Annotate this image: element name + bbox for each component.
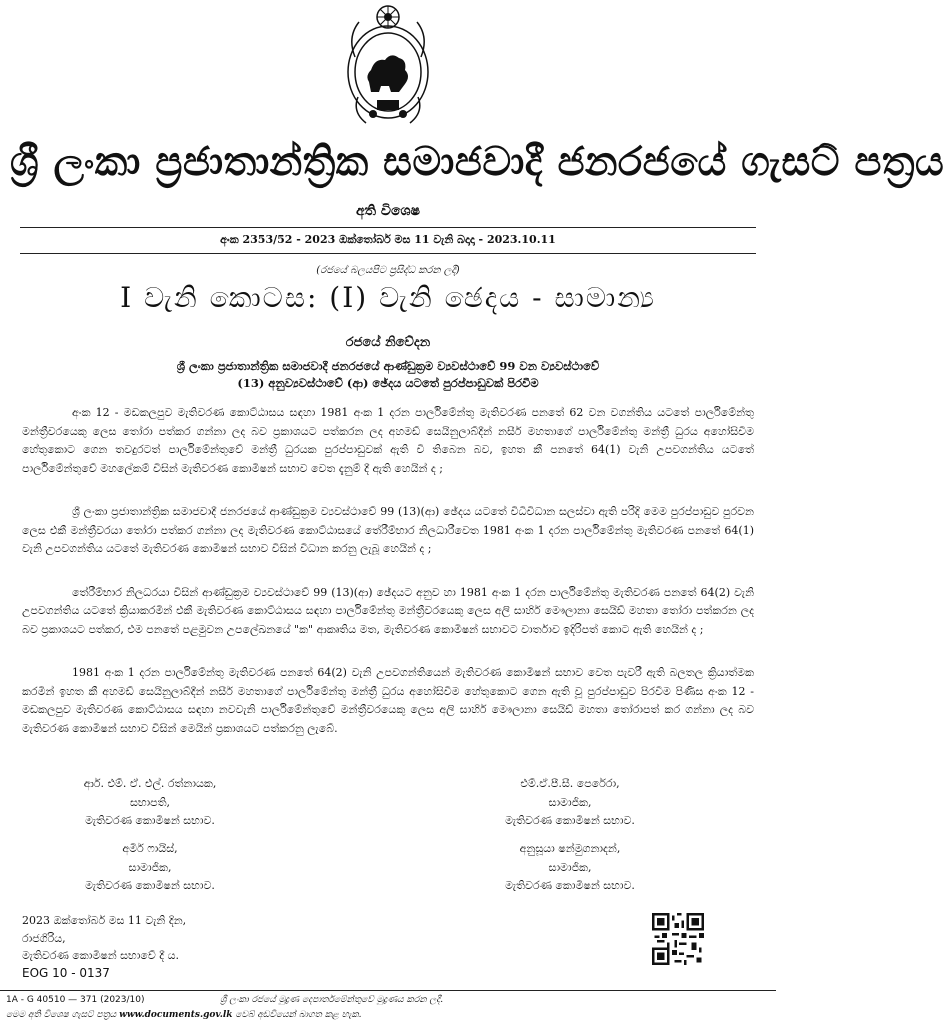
part-heading: I වැනි කොටස: (I) වැනි ඡෙදය - සාමාන්‍ය: [120, 281, 656, 314]
body-paragraph: අංක 12 - මඩකලපුව මැතිවරණ කොට්ඨාසය සඳහා 1981 අංක 1 දරන පාර්ලිමේන්තු මැතිවරණ පනතේ 62 වන වගන්තිය යටතේ පාර්ලිමේන්තු මන්ත්‍රීවරයෙකු ලෙස තෝරා පත්කර ගන්නා ලද බව ප්‍රකාශයට පත්කරන ලද අහමඩ් සෙයිනුලාබ්දීන් නසීර් මහතාගේ පාර්ලිමේන්තු මන්ත්‍රී ධුරය අහෝසිවීම හේතුකොට ගෙන තවදුරටත් පාර්ලිමේන්තුවේ මන්ත්‍රී ධුරයක පුරප්පාඩුවක් ඇති වී තිබෙන බව, ඉහත කී පනතේ 64(1) වැනි උපවගන්තිය යටතේ පාර්ලිමේන්තුවේ මහලේකම් විසින් මැතිවරණ කොමිෂන් සභාව වෙත දැනුම් දී ඇති හෙයින් ද ;: [22, 406, 754, 475]
national-emblem-icon: [333, 2, 443, 130]
signatory-body: මැතිවරණ කොමිෂන් සභාව.: [85, 814, 215, 827]
notice-subtitle-line: (13) අනුව්‍යවස්ථාවේ (ආ) ඡේදය යටතේ පුරප්පාඩුවක් පිරවීම: [237, 376, 539, 390]
date-line: 2023 ඔක්තෝබර් මස 11 වැනි දින,: [22, 914, 187, 927]
body-paragraph: තේරීම්භාර නිලධරයා විසින් ආණ්ඩුක්‍රම ව්‍යවස්ථාවේ 99 (13)(ආ) ඡේදයට අනුව හා 1981 අංක 1 දරන පාර්ලිමේන්තු මැතිවරණ පනතේ 64(2) වැනි උපවගන්තිය යටතේ ක්‍රියාකරමින් එකී මැතිවරණ කොට්ඨාසය සඳහා පාර්ලිමේන්තු මන්ත්‍රීවරයෙකු ලෙස අලි සාහිර් මෞලානා සෙයිඩ් මහතා තෝරා පත්කරන ලද බව ප්‍රකාශයට පත්කර, එම පනතේ පළමුවන උපලේඛනයේ "ක" ආකෘතිය මත, මැතිවරණ කොමිෂන් සභාවට වාර්තාව ඉදිරිපත් කොට ඇති හෙයින් ද ;: [22, 585, 754, 636]
signatory-body: මැතිවරණ කොමිෂන් සභාව.: [505, 879, 635, 892]
place-line: රාජගිරිය,: [22, 931, 66, 945]
reference-code: EOG 10 - 0137: [22, 966, 110, 980]
signatory-body: මැතිවරණ කොමිෂන් සභාව.: [85, 879, 215, 892]
signatory-name: අමීර් ෆායිස්,: [122, 842, 178, 855]
printer-line: ශ්‍රී ලංකා රජයේ මුද්‍රණ දෙපාර්තමේන්තුවේ මුද්‍රණය කරන ලදී.: [220, 995, 444, 1005]
gazette-title: ශ්‍රී ලංකා ප්‍රජාතාන්ත්‍රික සමාජවාදී ජනරජයේ ගැසට් පත්‍රය: [10, 138, 944, 185]
signatory-role: සාමාජික,: [548, 860, 592, 874]
notice-title: රජයේ නිවේදන: [345, 335, 431, 350]
notice-body: [22, 404, 754, 763]
authority-line: (රජයේ බලයපිට ප්‍රසිද්ධ කරන ලදී): [316, 265, 460, 276]
footer-divider: [0, 990, 776, 991]
office-line: මැතිවරණ කොමිෂන් සභාවේ දී ය.: [22, 949, 180, 962]
website-link[interactable]: www.documents.gov.lk: [119, 1010, 233, 1020]
body-paragraph: ශ්‍රී ලංකා ප්‍රජාතාන්ත්‍රික සමාජවාදී ජනරජයේ ආණ්ඩුක්‍රම ව්‍යවස්ථාවේ 99 (13)(ආ) ඡේදය යටතේ විධිවිධාන සලස්වා ඇති පරිදි මෙම පුරප්පාඩුව පුරවන ලෙස එකී මන්ත්‍රීවරයා තෝරා පත්කර ගන්නා ලද මැතිවරණ කොට්ඨාසයේ තේරීම්භාර නිලධාරීවෙත 1981 අංක 1 දරන පාර්ලිමේන්තු මැතිවරණ පනතේ 64(1) වැනි උපවගන්තිය යටතේ මැතිවරණ කොමිෂන් සභාව විසින් විධාන කරනු ලැබූ හෙයින් ද ;: [22, 505, 754, 555]
body-paragraph: 1981 අංක 1 දරන පාර්ලිමේන්තු මැතිවරණ පනතේ 64(2) වැනි උපවගන්තියෙන් මැතිවරණ කොමිෂන් සභාව වෙත පැවරී ඇති බලතල ක්‍රියාත්මක කරමින් ඉහත කී අහමඩ් සෙයිනුලාබ්දීන් නසීර් මහතාගේ පාර්ලිමේන්තු මන්ත්‍රී ධුරය අහෝසිවීම හේතුකොට ගෙන ඇති වූ පුරප්පාඩුව පිරවීම පිණිස අංක 12 - මඩකලපුව මැතිවරණ කොට්ඨාසය සඳහා නවවැනි පාර්ලිමේන්තුවේ මන්ත්‍රීවරයෙකු ලෙස අලි සාහිර් මෞලානා සෙයිඩ් මහතා තෝරාපත් කර ගන්නා ලද බව මැතිවරණ කොමිෂන් සභාව විසින් මෙයින් ප්‍රකාශයට පත්කරනු ලැබේ.: [22, 666, 754, 735]
website-suffix: වෙබ් අඩවියෙන් බාගත කළ හැක.: [235, 1010, 362, 1020]
website-line: [6, 1010, 362, 1020]
extraordinary-label: අති විශෙෂ: [356, 203, 420, 219]
qr-code-icon: [652, 913, 704, 965]
signatory-role: සාමාජික,: [128, 860, 172, 874]
website-prefix: මෙම අති විශෙෂ ගැසට් පත්‍රය: [6, 1010, 117, 1020]
issue-line: අංක 2353/52 - 2023 ඔක්තෝබර් මස 11 වැනි බදාදා - 2023.10.11: [220, 233, 556, 246]
signatory-block: [470, 840, 670, 896]
notice-subtitle: [50, 358, 726, 392]
signatory-role: සභාපති,: [129, 795, 171, 809]
print-reference: 1A - G 40510 — 371 (2023/10): [6, 995, 145, 1005]
signatory-name: අනුසූයා ෂන්මුගනාදන්,: [519, 842, 621, 855]
header-rule-top: [20, 227, 756, 228]
signatory-name: ආර්. එම්. ඒ. එල්. රත්නායක,: [83, 777, 217, 790]
signatory-block: [50, 840, 250, 896]
signatory-block: [50, 775, 250, 831]
date-block: [22, 912, 186, 965]
signatory-role: සාමාජික,: [548, 795, 592, 809]
notice-subtitle-line: ශ්‍රී ලංකා ප්‍රජාතාන්ත්‍රික සමාජවාදී ජනරජයේ ආණ්ඩුක්‍රම ව්‍යවස්ථාවේ 99 වන ව්‍යවස්ථාවේ: [176, 359, 600, 373]
signatory-name: එම්.ඒ.පී.සී. පෙරේරා,: [520, 777, 620, 790]
signatory-body: මැතිවරණ කොමිෂන් සභාව.: [505, 814, 635, 827]
signatory-block: [470, 775, 670, 831]
header-rule-bottom: [20, 253, 756, 254]
